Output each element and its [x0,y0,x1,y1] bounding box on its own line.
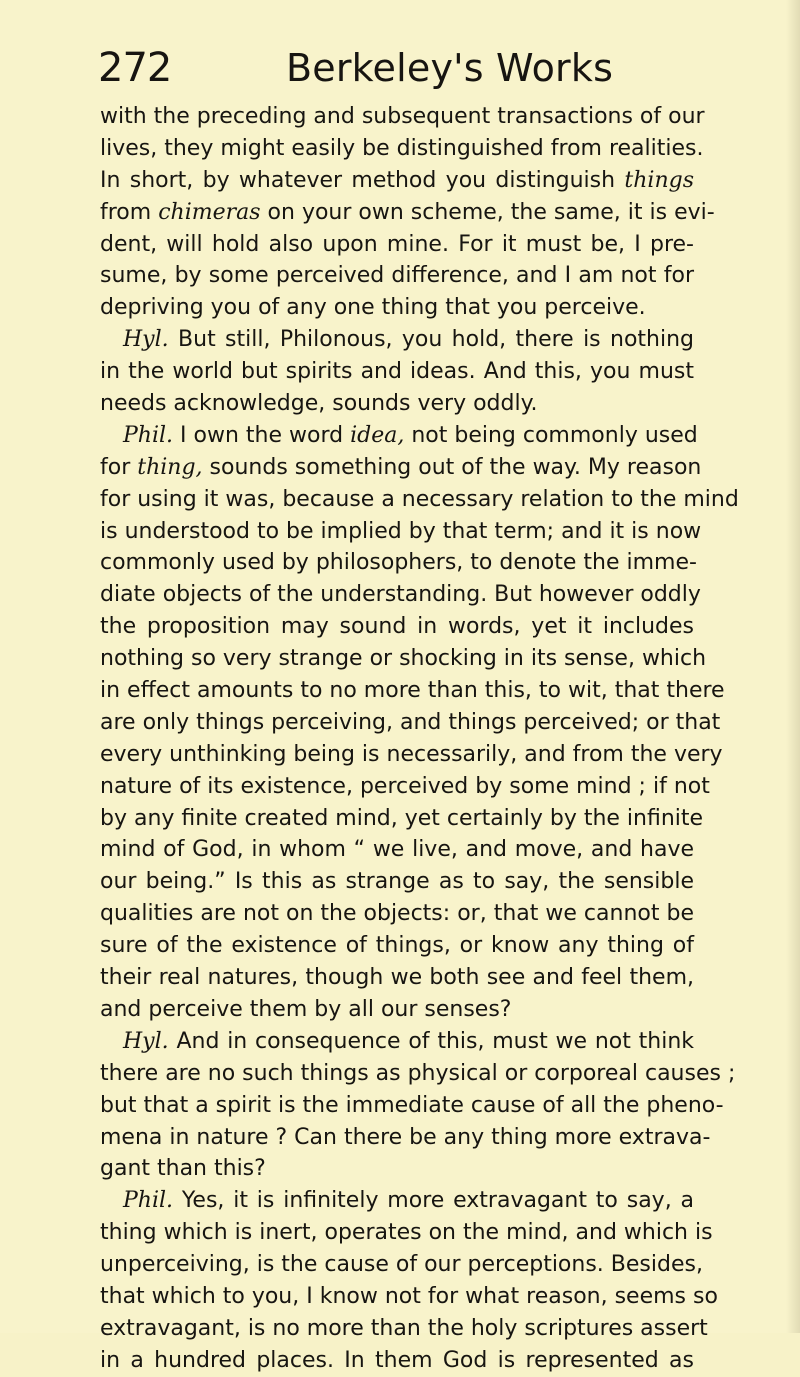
text-line: diate objects of the understanding. But however oddly [100,582,701,608]
italic-term: thing, [137,454,203,480]
text-line: In short, by whatever method you distinguish things [100,167,694,193]
text-line: every unthinking being is necessarily, and from the very [100,741,723,767]
text-line: with the preceding and subsequent transactions of our [100,104,705,129]
italic-term: things [624,167,694,193]
text-line: commonly used by philosophers, to denote the imme- [100,550,697,576]
speaker-name: Phil. [123,422,174,448]
speaker-name: Phil. [123,1188,174,1214]
text-line: are only things perceiving, and things perceived; or that [100,709,721,735]
text-line: sure of the existence of things, or know any thing of [100,933,694,959]
speaker-name: Hyl. [123,1028,169,1054]
speaker-line: Phil. Yes, it is infinitely more extravagant to say, a [123,1188,695,1214]
text-line: qualities are not on the objects: or, that we cannot be [100,901,694,927]
text-line: from chimeras on your own scheme, the same, it is evi- [100,199,715,225]
text-line: thing which is inert, operates on the mind, and which is [100,1220,713,1246]
text-line: the proposition may sound in words, yet it includes [100,614,694,640]
text-line: lives, they might easily be distinguished from realities. [100,135,704,161]
text-line: depriving you of any one thing that you perceive. [100,295,646,321]
text-line: unperceiving, is the cause of our perceptions. Besides, [100,1252,703,1278]
text-line: is understood to be implied by that term; and it is now [100,518,702,544]
text-line: there are no such things as physical or corporeal causes ; [100,1060,736,1086]
text-line: their real natures, though we both see and feel them, [100,965,694,991]
italic-term: chimeras [158,199,261,225]
page-edge-shadow [786,0,800,1333]
text-line: by any finite created mind, yet certainly by the infinite [100,805,704,831]
text-line: for thing, sounds something out of the way. My reason [100,454,702,480]
text-line: nature of its existence, perceived by some mind ; if not [100,773,710,799]
text-line: nothing so very strange or shocking in its sense, which [100,646,707,672]
speaker-line: Hyl. But still, Philonous, you hold, there is nothing [123,327,694,353]
text-line: dent, will hold also upon mine. For it must be, I pre- [100,231,694,257]
page-header [98,38,688,98]
text-line: but that a spirit is the immediate cause of all the pheno- [100,1092,724,1118]
text-line: mind of God, in whom “ we live, and move, and have [100,837,694,863]
text-line: extravagant, is no more than the holy scriptures assert [100,1315,708,1341]
text-line: in effect amounts to no more than this, to wit, that there [100,678,725,704]
text-line: gant than this? [100,1156,266,1182]
text-line: sume, by some perceived difference, and I am not for [100,263,694,289]
speaker-name: Hyl. [123,327,169,353]
body-text [100,101,739,1377]
text-line: mena in nature ? Can there be any thing more extrava- [100,1124,711,1150]
speaker-line: Phil. I own the word idea, not being commonly used [123,422,698,448]
text-line: needs acknowledge, sounds very oddly. [100,391,538,417]
italic-term: idea, [350,422,405,448]
text-line: for using it was, because a necessary relation to the mind [100,486,739,512]
running-title: Berkeley's Works [286,46,614,90]
text-line: our being.” Is this as strange as to say, the sensible [100,869,694,895]
page-number: 272 [98,45,172,91]
text-line: that which to you, I know not for what reason, seems so [100,1283,718,1309]
text-line: in the world but spirits and ideas. And this, you must [100,359,694,385]
speaker-line: Hyl. And in consequence of this, must we not think [123,1028,694,1054]
text-line: in a hundred places. In them God is represented as [100,1347,694,1373]
text-line: and perceive them by all our senses? [100,996,512,1022]
